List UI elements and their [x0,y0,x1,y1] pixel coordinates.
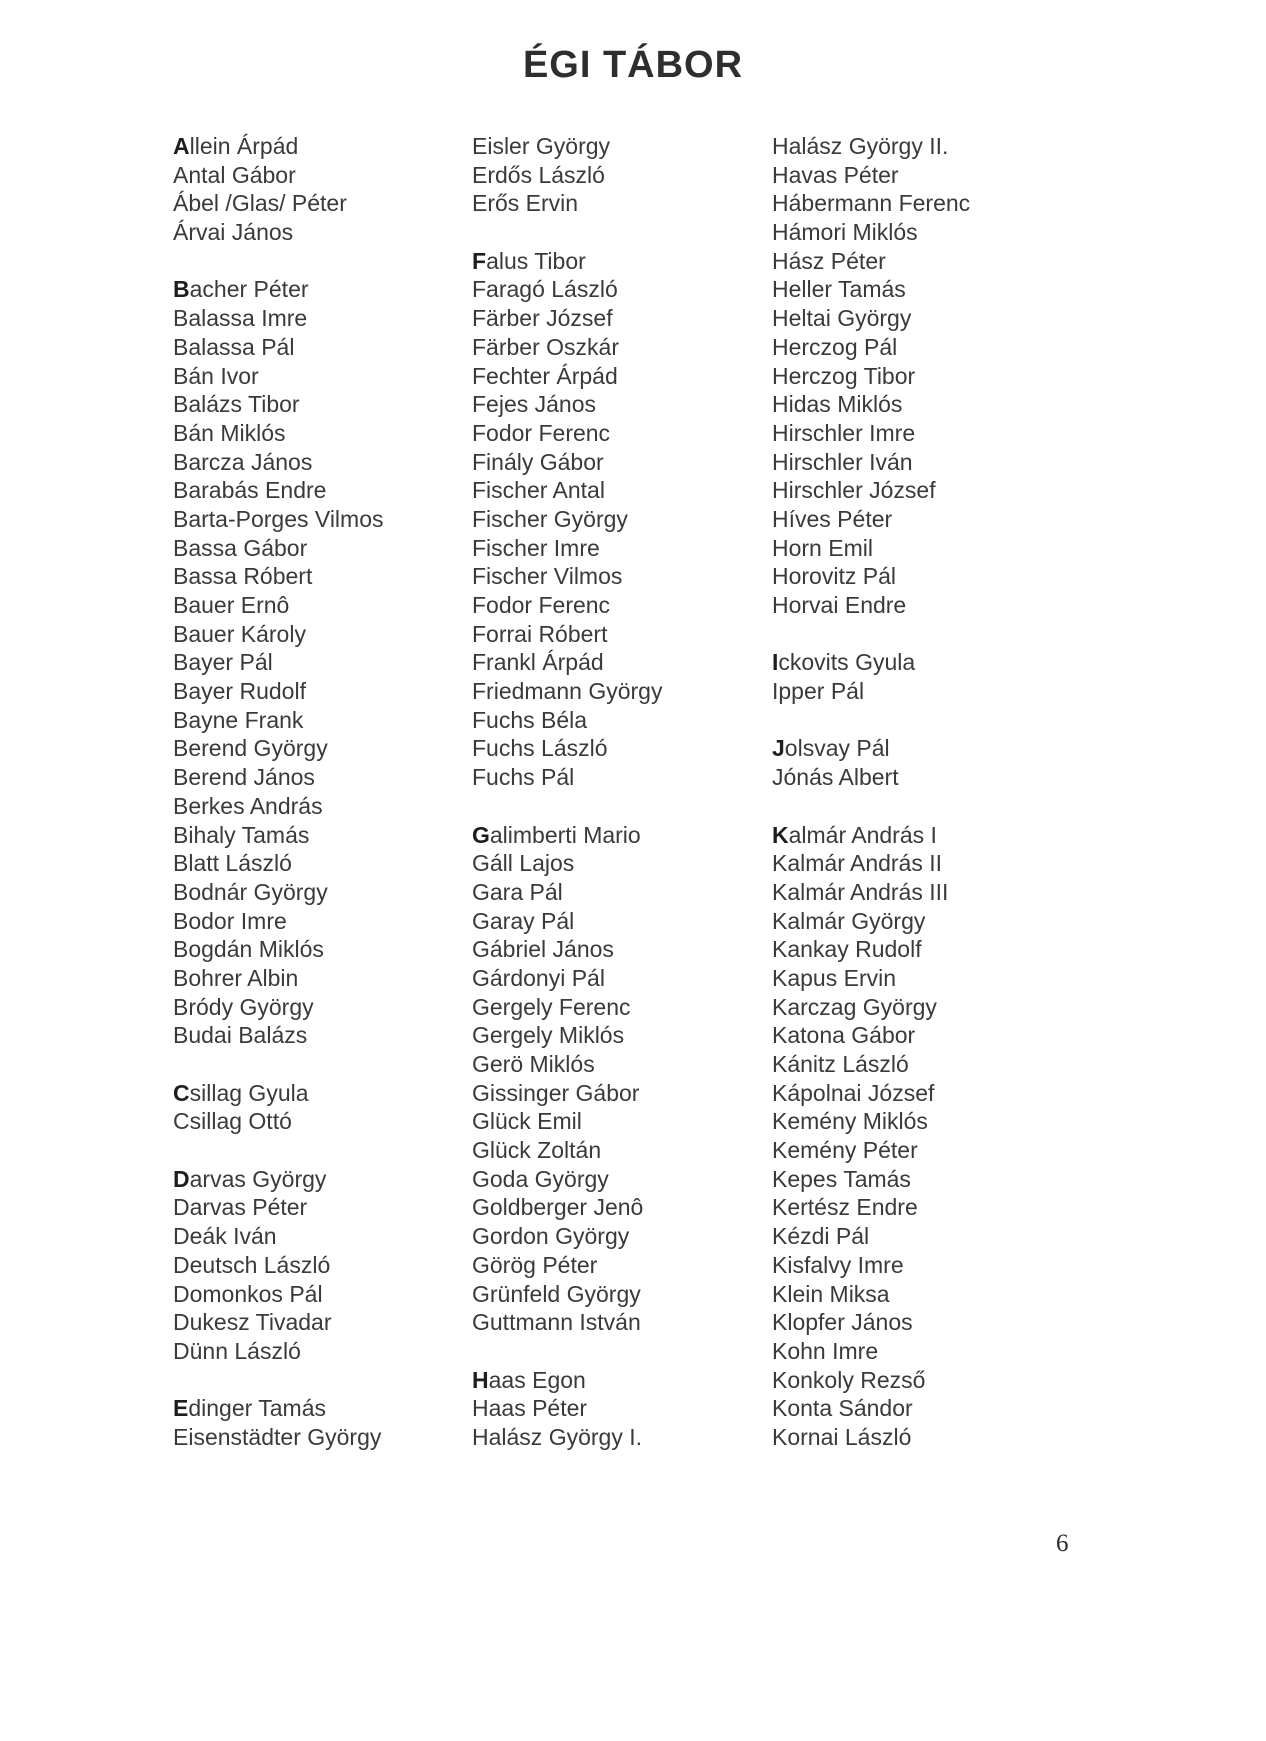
name-rest: sillag Gyula [189,1079,309,1106]
name-entry: Kisfalvy Imre [772,1251,904,1278]
name-entry: Gara Pál [472,878,563,905]
name-entry: Kemény Miklós [772,1108,928,1135]
name-entry: Antal Gábor [173,161,296,188]
name-rest: alimberti Mario [489,821,641,848]
name-entry: Kápolnai József [772,1079,935,1106]
group-spacer [173,1136,384,1165]
name-entry: Bán Miklós [173,419,286,446]
name-entry: Färber Oszkár [472,333,619,360]
name-entry: Finály Gábor [472,448,604,475]
name-entry: Kornai László [772,1423,912,1450]
name-entry [472,1366,662,1395]
name-entry: Bassa Róbert [173,563,313,590]
name-entry: Goldberger Jenô [472,1194,644,1221]
name-entry: Erdős László [472,161,605,188]
name-entry: Glück Zoltán [472,1137,602,1164]
name-entry [772,734,970,763]
name-entry: Hámori Miklós [772,219,918,246]
name-entry: Balázs Tibor [173,391,300,418]
name-entry: Garay Pál [472,907,575,934]
name-entry: Klein Miksa [772,1280,890,1307]
name-entry: Kankay Rudolf [772,936,922,963]
name-entry: Kézdi Pál [772,1223,870,1250]
group-spacer [173,1050,384,1079]
name-column-2 [472,132,662,1452]
name-entry: Berend György [173,735,328,762]
name-entry: Konkoly Rezső [772,1366,926,1393]
name-entry: Balassa Imre [173,305,308,332]
name-entry: Gergely Miklós [472,1022,625,1049]
name-entry [173,1165,384,1194]
name-entry: Frankl Árpád [472,649,604,676]
name-rest: dinger Tamás [188,1395,326,1422]
group-spacer [472,1337,662,1366]
name-entry: Gárdonyi Pál [472,964,605,991]
name-entry: Berkes András [173,792,323,819]
name-rest: almár András I [788,821,937,848]
name-entry: Hirschler Imre [772,419,916,446]
name-entry: Kapus Ervin [772,964,897,991]
name-entry: Herczog Tibor [772,362,916,389]
name-entry: Fischer Antal [472,477,605,504]
name-entry: Deutsch László [173,1251,331,1278]
name-entry: Halász György II. [772,133,949,159]
name-entry: Jónás Albert [772,764,899,791]
name-entry: Kohn Imre [772,1337,879,1364]
name-entry: Bassa Gábor [173,534,308,561]
group-initial: E [173,1395,189,1422]
name-entry: Bauer Károly [173,620,306,647]
name-entry [173,1394,384,1423]
name-entry: Horn Emil [772,534,873,561]
name-entry: Budai Balázs [173,1022,308,1049]
name-entry: Fodor Ferenc [472,592,611,618]
name-entry [472,821,662,850]
name-entry [772,821,970,850]
page-number: 6 [1056,1530,1069,1557]
name-entry: Hirschler József [772,477,936,504]
page-title: ÉGI TÁBOR [522,44,744,86]
name-entry: Blatt László [173,850,292,877]
name-entry: Gergely Ferenc [472,993,631,1020]
name-entry: Balassa Pál [173,333,295,360]
name-entry: Barabás Endre [173,477,327,504]
name-entry: Fuchs Béla [472,706,588,733]
group-spacer [772,620,970,649]
name-entry: Havas Péter [772,161,899,188]
name-entry: Herczog Pál [772,333,898,360]
name-entry [772,648,970,677]
group-initial: K [772,821,789,848]
name-entry: Kalmár András II [772,850,943,877]
name-entry: Domonkos Pál [173,1280,323,1307]
name-entry: Bauer Ernô [173,592,290,618]
name-column-3 [772,132,970,1452]
name-entry: Glück Emil [472,1108,582,1135]
name-entry: Horovitz Pál [772,563,896,590]
name-column-1 [173,132,384,1452]
name-entry: Deák Iván [173,1223,277,1250]
name-entry: Fodor Ferenc [472,419,611,446]
name-entry: Ábel /Glas/ Péter [173,190,347,217]
name-entry: Karczag György [772,993,937,1020]
group-initial: F [472,247,487,274]
name-entry: Fuchs László [472,735,608,762]
name-entry: Kertész Endre [772,1194,918,1221]
name-entry: Färber József [472,305,613,332]
name-entry: Kepes Tamás [772,1165,911,1192]
name-entry: Heltai György [772,305,912,332]
name-entry: Hirschler Iván [772,448,913,475]
name-entry [173,132,384,161]
group-initial: B [173,276,190,303]
group-spacer [772,706,970,735]
name-entry: Kalmár András III [772,878,949,905]
name-entry: Konta Sándor [772,1395,913,1422]
name-entry: Gordon György [472,1223,630,1250]
name-entry: Fejes János [472,391,597,418]
group-spacer [173,1366,384,1395]
name-entry: Faragó László [472,276,618,303]
name-entry: Bán Ivor [173,362,259,389]
group-initial: D [173,1165,190,1192]
name-entry: Halász György I. [472,1423,642,1450]
name-entry: Bródy György [173,993,314,1020]
name-entry: Forrai Róbert [472,620,608,647]
name-entry [173,275,384,304]
name-rest: alus Tibor [486,247,586,274]
name-entry: Hidas Miklós [772,391,903,418]
name-entry: Haas Péter [472,1395,588,1422]
name-entry: Barta-Porges Vilmos [173,505,384,532]
name-entry: Grünfeld György [472,1280,641,1307]
name-entry: Eisler György [472,133,611,159]
name-entry: Fuchs Pál [472,764,575,791]
group-spacer [472,218,662,247]
name-entry: Bayer Rudolf [173,678,306,705]
name-rest: acher Péter [189,276,309,303]
name-entry: Bohrer Albin [173,964,299,991]
name-entry: Dünn László [173,1337,301,1364]
group-spacer [772,792,970,821]
name-entry: Hábermann Ferenc [772,190,971,217]
name-entry: Bodnár György [173,878,328,905]
name-entry: Hász Péter [772,247,886,274]
name-rest: arvas György [189,1165,327,1192]
group-initial: A [173,133,190,159]
name-entry: Gáll Lajos [472,850,575,877]
name-entry: Gábriel János [472,936,614,963]
name-entry: Görög Péter [472,1251,598,1278]
name-entry: Gerö Miklós [472,1051,595,1077]
name-entry: Goda György [472,1165,609,1192]
name-entry: Heller Tamás [772,276,906,303]
name-entry: Fischer Vilmos [472,563,623,590]
name-entry: Berend János [173,764,315,791]
name-entry: Kánitz László [772,1051,909,1077]
name-entry: Ipper Pál [772,678,865,705]
name-entry: Eisenstädter György [173,1423,382,1450]
name-entry: Kemény Péter [772,1137,918,1164]
group-initial: J [772,735,785,762]
group-spacer [472,792,662,821]
name-entry: Bogdán Miklós [173,936,324,963]
name-entry: Fischer György [472,505,628,532]
name-entry: Friedmann György [472,678,663,705]
name-entry: Katona Gábor [772,1022,916,1049]
name-entry: Guttmann István [472,1309,641,1336]
name-entry: Barcza János [173,448,313,475]
group-spacer [173,247,384,276]
name-entry: Kalmár György [772,907,926,934]
name-entry: Bayne Frank [173,706,304,733]
name-entry [173,1079,384,1108]
name-rest: llein Árpád [189,133,299,159]
name-entry: Dukesz Tivadar [173,1309,332,1336]
group-initial: G [472,821,490,848]
name-entry: Fechter Árpád [472,362,618,389]
name-rest: aas Egon [488,1366,586,1393]
name-rest: olsvay Pál [784,735,890,762]
name-entry: Fischer Imre [472,534,600,561]
name-entry [472,247,662,276]
name-entry: Erős Ervin [472,190,579,217]
name-entry: Bayer Pál [173,649,273,676]
name-entry: Híves Péter [772,505,893,532]
name-entry: Horvai Endre [772,592,907,618]
group-initial: I [772,649,779,676]
name-entry: Bihaly Tamás [173,821,310,848]
name-entry: Klopfer János [772,1309,913,1336]
name-rest: ckovits Gyula [778,649,916,676]
name-entry: Gissinger Gábor [472,1079,640,1106]
name-entry: Árvai János [173,219,294,246]
name-entry: Csillag Ottó [173,1108,292,1135]
group-initial: C [173,1079,190,1106]
name-entry: Bodor Imre [173,907,287,934]
group-initial: H [472,1366,489,1393]
name-entry: Darvas Péter [173,1194,308,1221]
